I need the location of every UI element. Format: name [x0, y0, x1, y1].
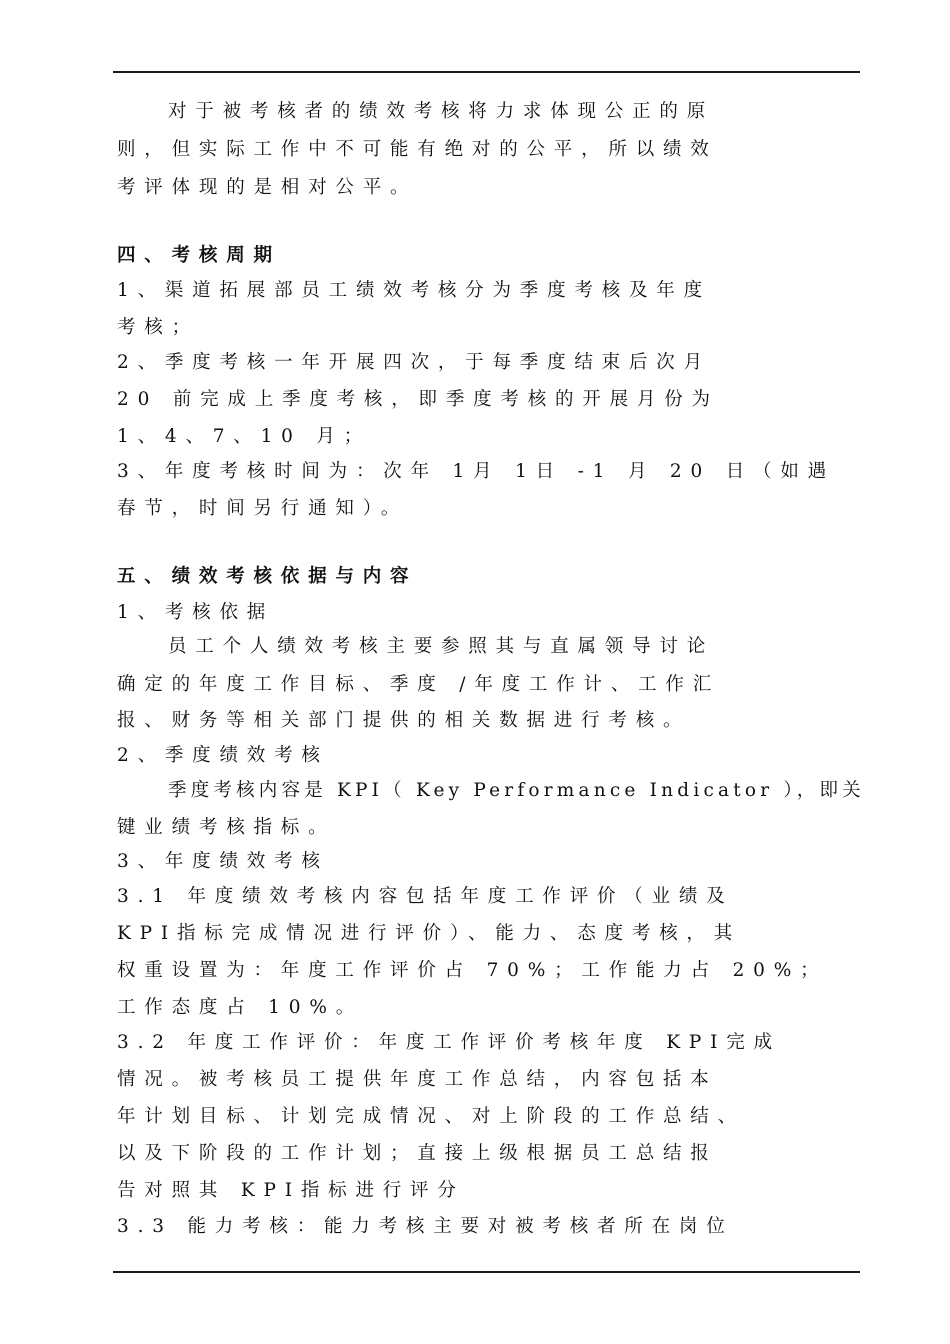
paragraph-line: 工作态度占 10%。	[117, 997, 364, 1018]
paragraph-line: 告对照其 KPI指标进行评分	[117, 1180, 465, 1201]
paragraph-line: 1、渠道拓展部员工绩效考核分为季度考核及年度	[117, 280, 711, 301]
paragraph-line: 考评体现的是相对公平。	[117, 177, 418, 198]
footer-rule	[113, 1271, 860, 1273]
paragraph-line: 3.1 年度绩效考核内容包括年度工作评价（业绩及	[117, 886, 734, 907]
paragraph-line: 20 前完成上季度考核，即季度考核的开展月份为	[117, 389, 719, 410]
subsection-heading: 2、季度绩效考核	[117, 745, 329, 766]
paragraph-line: 1、4、7、10 月；	[117, 426, 372, 447]
section-heading: 四、考核周期	[117, 245, 281, 266]
paragraph-line: 考核；	[117, 317, 199, 338]
paragraph-line: KPI指标完成情况进行评价）、能力、态度考核，其	[117, 923, 742, 944]
paragraph-line: 权重设置为：年度工作评价占 70%；工作能力占 20%；	[117, 960, 828, 981]
paragraph-line: 员工个人绩效考核主要参照其与直属领导讨论	[168, 636, 715, 657]
paragraph-line: 确定的年度工作目标、季度 /年度工作计、工作汇	[117, 674, 721, 695]
paragraph-line: 对于被考核者的绩效考核将力求体现公正的原	[168, 101, 715, 122]
paragraph-line: 则，但实际工作中不可能有绝对的公平，所以绩效	[117, 139, 718, 160]
paragraph-line: 季度考核内容是 KPI（ Key Performance Indicator ），即关	[168, 780, 865, 801]
paragraph-line: 3.2 年度工作评价：年度工作评价考核年度 KPI完成	[117, 1032, 781, 1053]
paragraph-line: 年计划目标、计划完成情况、对上阶段的工作总结、	[117, 1106, 745, 1127]
section-heading: 五、绩效考核依据与内容	[117, 566, 418, 587]
paragraph-line: 报、财务等相关部门提供的相关数据进行考核。	[117, 710, 691, 731]
paragraph-line: 3.3 能力考核：能力考核主要对被考核者所在岗位	[117, 1216, 734, 1237]
header-rule	[113, 71, 860, 73]
paragraph-line: 键业绩考核指标。	[117, 817, 336, 838]
subsection-heading: 1、考核依据	[117, 602, 275, 623]
paragraph-line: 以及下阶段的工作计划；直接上级根据员工总结报	[117, 1143, 718, 1164]
paragraph-line: 情况。被考核员工提供年度工作总结，内容包括本	[117, 1069, 718, 1090]
paragraph-line: 春节，时间另行通知）。	[117, 498, 409, 519]
paragraph-line: 3、年度考核时间为：次年 1月 1日 -1 月 20 日（如遇	[117, 461, 835, 482]
subsection-heading: 3、年度绩效考核	[117, 851, 329, 872]
paragraph-line: 2、季度考核一年开展四次，于每季度结束后次月	[117, 352, 711, 373]
